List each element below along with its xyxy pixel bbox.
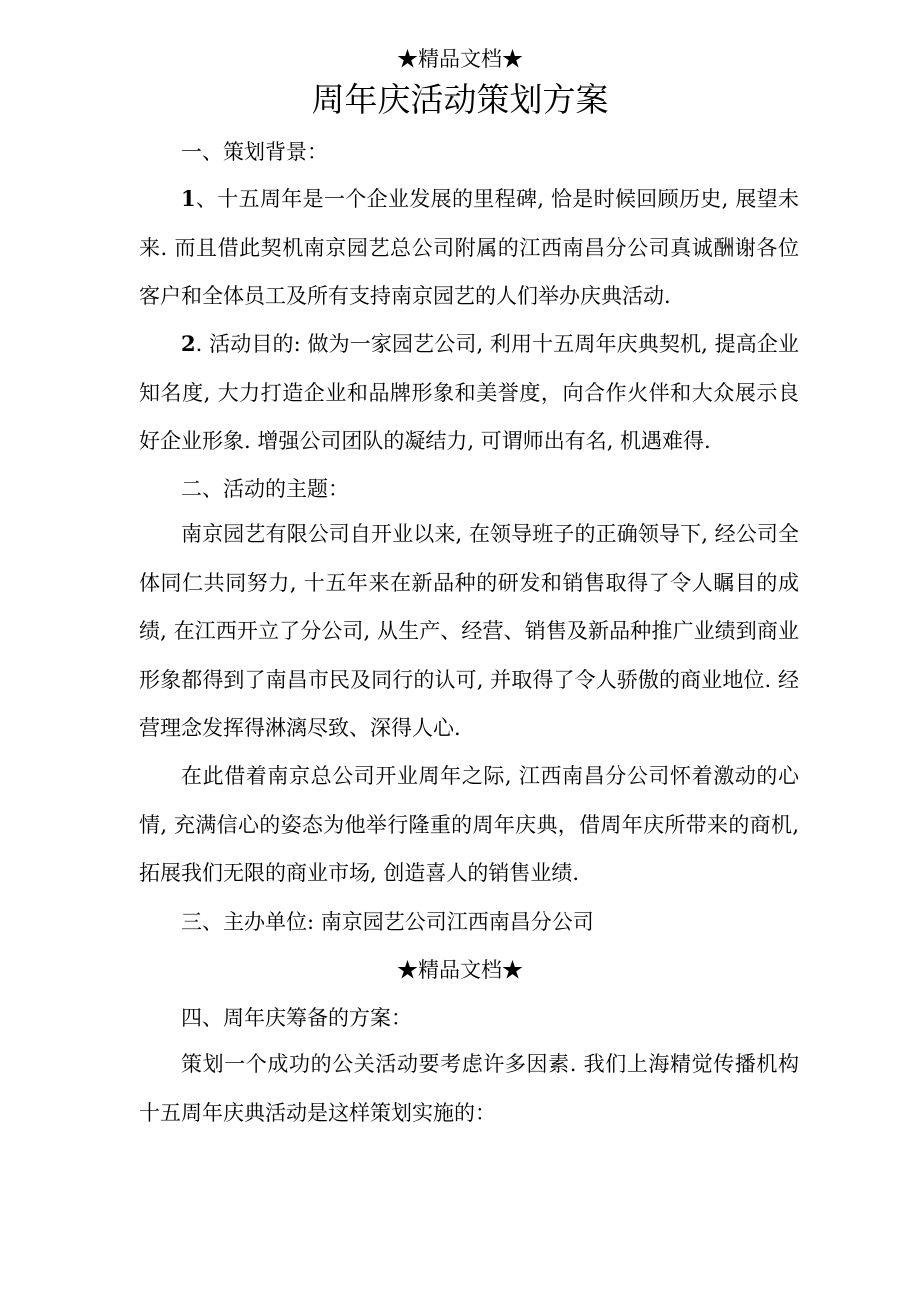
paragraph-number-1: 1 (181, 186, 196, 211)
section-heading-background: 一、策划背景： (181, 140, 328, 164)
paragraph-milestone (139, 175, 799, 321)
paragraph-text-2: . 活动目的: 做为一家园艺公司, 利用十五周年庆典契机, 提高企业知名度, 大力打造企业和品牌形象和美誉度，向合作火伴和大众展示良好企业形象. 增强公司团队的凝结力, 可谓师出有名, 机遇难得. (139, 332, 799, 453)
section-heading-preparation: 四、周年庆筹备的方案： (181, 1006, 412, 1030)
paragraph-purpose (139, 320, 799, 466)
watermark-middle: ★精品文档★ (397, 958, 523, 982)
paragraph-company-history: 南京园艺有限公司自开业以来, 在领导班子的正确领导下, 经公司全体同仁共同努力, 十五年来在新品种的研发和销售取得了令人瞩目的成绩, 在江西开立了分公司, 从生产、经营、销售及新品种推广业绩到商业形象都得到了南昌市民及同行的认可, 并取得了令人骄傲的商业地位. 经营理念发挥得淋漓尽致、深得人心. (139, 522, 799, 740)
paragraph-text-1: 、十五周年是一个企业发展的里程碑, 恰是时候回顾历史, 展望未来. 而且借此契机南京园艺总公司附属的江西南昌分公司真诚酬谢各位客户和全体员工及所有支持南京园艺的人们举办庆典活动. (139, 187, 799, 308)
paragraph-anniversary-celebration: 在此借着南京总公司开业周年之际, 江西南昌分公司怀着激动的心情, 充满信心的姿态为他举行隆重的周年庆典，借周年庆所带来的商机, 拓展我们无限的商业市场, 创造喜人的销售业绩. (139, 764, 799, 885)
section-heading-theme: 二、活动的主题： (181, 477, 349, 501)
document-title: 周年庆活动策划方案 (311, 80, 609, 119)
watermark-top: ★精品文档★ (397, 47, 523, 71)
paragraph-number-2: 2 (181, 331, 196, 356)
section-heading-organizer: 三、主办单位: 南京园艺公司江西南昌分公司 (181, 910, 594, 934)
paragraph-planning: 策划一个成功的公关活动要考虑许多因素. 我们上海精觉传播机构十五周年庆典活动是这样策划实施的： (139, 1052, 799, 1125)
